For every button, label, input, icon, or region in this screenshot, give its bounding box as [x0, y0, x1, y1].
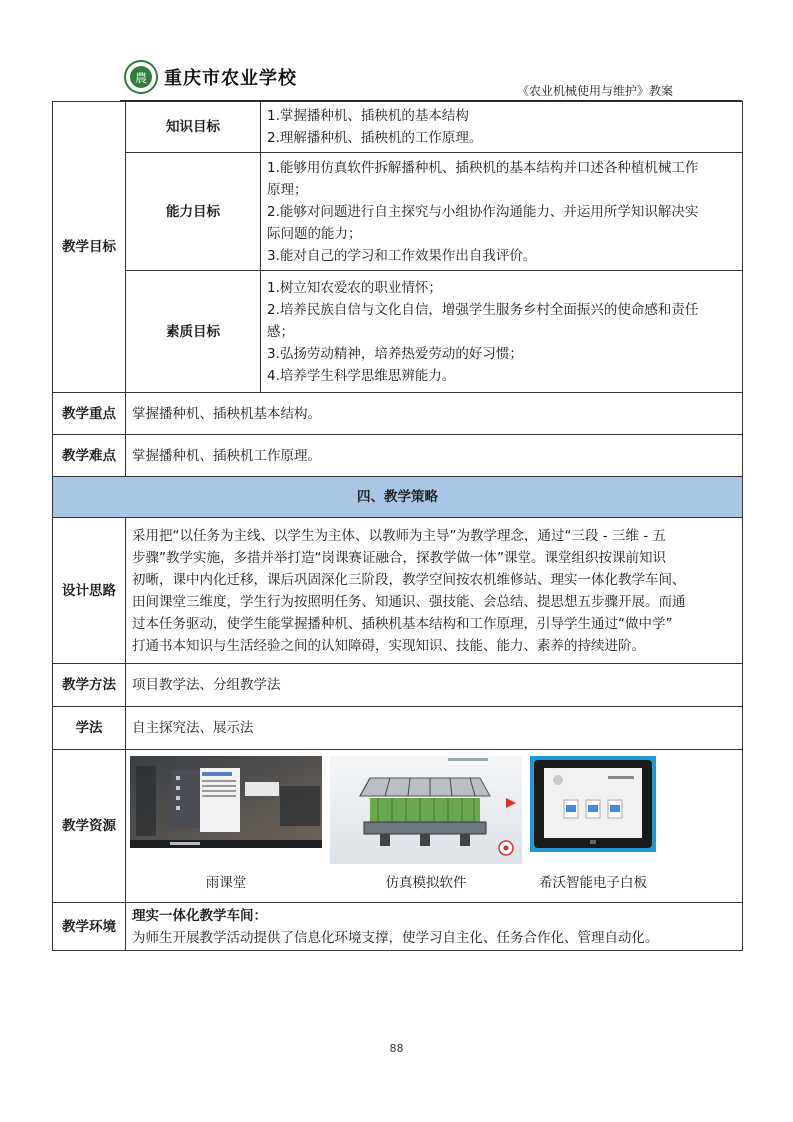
ability-label: 能力目标	[126, 153, 261, 271]
text-line: 过本任务驱动，使学生能掌握播种机、插秧机基本结构和工作原理，引导学生通过“做中学”	[132, 615, 673, 632]
page-number: 88	[389, 1042, 404, 1055]
learning-text: 自主探究法、展示法	[126, 707, 743, 750]
learning-row	[53, 707, 743, 750]
quality-content	[261, 271, 743, 393]
page-header	[120, 58, 673, 102]
rain-classroom-image	[130, 756, 322, 848]
quality-row	[53, 271, 743, 393]
difficulty-label: 教学难点	[53, 435, 126, 477]
text-line: 打通书本知识与生活经验之间的认知障碍，实现知识、技能、能力、素养的持续进阶。	[132, 637, 645, 654]
school-logo	[124, 60, 158, 94]
method-text: 项目教学法、分组教学法	[126, 664, 743, 707]
text-line: 原理；	[267, 181, 308, 198]
text-line: 际问题的能力；	[267, 225, 362, 242]
objectives-label: 教学目标	[53, 102, 126, 393]
course-title: 《农业机械使用与维护》教案	[516, 84, 673, 98]
text-line: 4.培养学生科学思维思辨能力。	[267, 367, 456, 384]
whiteboard-image	[530, 756, 656, 852]
text-line: 2.理解播种机、插秧机的工作原理。	[267, 130, 483, 146]
key-point-text: 掌握播种机、插秧机基本结构。	[126, 393, 743, 435]
knowledge-content	[261, 102, 743, 153]
key-point-row	[53, 393, 743, 435]
resource-caption: 雨课堂	[205, 875, 247, 891]
difficulty-row	[53, 435, 743, 477]
section-title: 四、教学策略	[53, 477, 743, 518]
knowledge-label: 知识目标	[126, 102, 261, 153]
text-line: 2.能够对问题进行自主探究与小组协作沟通能力、并运用所学知识解决实	[267, 203, 699, 220]
text-line: 田间课堂三维度，学生行为按照明任务、知通识、强技能、会总结、提思想五步骤开展。而通	[132, 593, 686, 610]
text-line: 步骤”教学实施，多措并举打造“岗课赛证融合，探教学做一体”课堂。课堂组织按课前知识	[132, 549, 666, 566]
resource-caption: 希沃智能电子白板	[539, 875, 647, 891]
text-line: 1.树立知农爱农的职业情怀；	[267, 279, 442, 296]
resources-gallery	[130, 756, 738, 896]
resource-caption: 仿真模拟软件	[385, 875, 467, 891]
design-content	[126, 518, 743, 664]
lesson-plan-table	[52, 101, 743, 951]
school-name: 重庆市农业学校	[164, 68, 297, 89]
method-row	[53, 664, 743, 707]
resources-row	[53, 750, 743, 903]
environment-text: 为师生开展教学活动提供了信息化环境支撑，使学习自主化、任务合作化、管理自动化。	[132, 929, 659, 946]
design-row	[53, 518, 743, 664]
environment-label: 教学环境	[53, 903, 126, 951]
environment-content	[126, 903, 743, 951]
ability-content	[261, 153, 743, 271]
text-line: 1.掌握播种机、插秧机的基本结构	[267, 108, 469, 124]
quality-label: 素质目标	[126, 271, 261, 393]
text-line: 感；	[267, 323, 294, 340]
text-line: 初晰，课中内化迁移，课后巩固深化三阶段，教学空间按农机维修站、理实一体化教学车间、	[132, 571, 686, 588]
text-line: 3.能对自己的学习和工作效果作出自我评价。	[267, 247, 537, 264]
text-line: 采用把“以任务为主线、以学生为主体、以教师为主导”为教学理念，通过“三段 - 三维 - 五	[132, 527, 666, 544]
text-line: 3.弘扬劳动精神，培养热爱劳动的好习惯；	[267, 345, 523, 362]
svg-text:農: 農	[134, 71, 148, 85]
resources-content	[126, 750, 743, 903]
key-point-label: 教学重点	[53, 393, 126, 435]
design-label: 设计思路	[53, 518, 126, 664]
simulation-software-image	[330, 756, 522, 864]
method-label: 教学方法	[53, 664, 126, 707]
knowledge-row	[53, 102, 743, 153]
ability-row	[53, 153, 743, 271]
section-row	[53, 477, 743, 518]
environment-title: 理实一体化教学车间：	[132, 907, 267, 924]
learning-label: 学法	[53, 707, 126, 750]
text-line: 2.培养民族自信与文化自信，增强学生服务乡村全面振兴的使命感和责任	[267, 301, 699, 318]
environment-row	[53, 903, 743, 951]
text-line: 1.能够用仿真软件拆解播种机、插秧机的基本结构并口述各种植机械工作	[267, 159, 699, 176]
difficulty-text: 掌握播种机、插秧机工作原理。	[126, 435, 743, 477]
resources-label: 教学资源	[53, 750, 126, 903]
